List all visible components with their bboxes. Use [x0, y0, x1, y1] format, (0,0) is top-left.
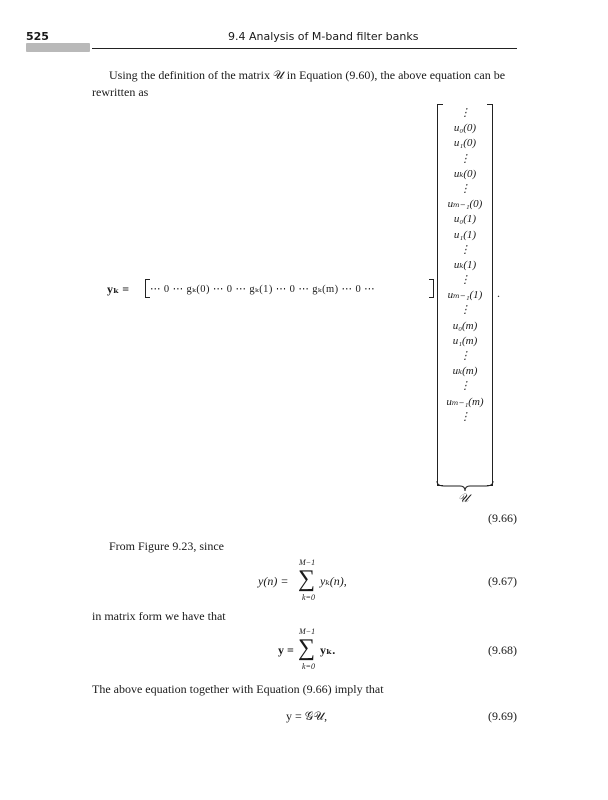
column-entry: u₀(0) [453, 122, 477, 135]
intro-line-1: Using the definition of the matrix 𝒰 in Equation (9.60), the above equation can be [109, 68, 506, 82]
column-entry: u₀(m) [452, 319, 478, 332]
column-vdots: ⋮ [459, 182, 471, 195]
eq968-lower-limit: k=0 [302, 662, 315, 671]
column-vdots: ⋮ [459, 350, 471, 362]
eq966-lhs: yₖ = [107, 282, 130, 296]
text-together: The above equation together with Equation (9.66) imply that [92, 682, 384, 696]
column-vdots: ⋮ [459, 304, 471, 317]
column-entry: uₘ₋₁(m) [446, 395, 484, 408]
column-vdots: ⋮ [459, 410, 471, 423]
column-vdots: ⋮ [459, 243, 471, 256]
column-entry: u₁(1) [453, 228, 477, 241]
eq969-number: (9.69) [488, 709, 517, 723]
column-entry: uₘ₋₁(0) [447, 198, 483, 211]
eq967-number: (9.67) [488, 574, 517, 588]
column-entry: u₀(1) [453, 213, 477, 226]
thumb-tab-bar [26, 43, 90, 52]
eq968-lhs: y = [278, 643, 294, 657]
page-number: 525 [26, 30, 49, 43]
text-from-figure: From Figure 9.23, since [109, 539, 224, 553]
eq967-lhs: y(n) = [258, 574, 289, 588]
running-header-title: 9.4 Analysis of M-band filter banks [228, 30, 419, 43]
eq967-summand: yₖ(n), [320, 574, 347, 588]
intro-line-2: rewritten as [92, 85, 149, 99]
eq967-upper-limit: M−1 [299, 558, 316, 567]
column-entry: uₖ(1) [453, 258, 477, 271]
eq966-row-vector: ⋯ 0 ⋯ gₖ(0) ⋯ 0 ⋯ gₖ(1) ⋯ 0 ⋯ gₖ(m) ⋯ 0 ⋯ [150, 284, 376, 295]
eq968-number: (9.68) [488, 643, 517, 657]
eq968-upper-limit: M−1 [299, 627, 316, 636]
column-vector [436, 106, 494, 425]
text-matrix-form: in matrix form we have that [92, 609, 226, 623]
column-vdots: ⋮ [459, 107, 471, 119]
eq968-sigma: ∑ [298, 635, 316, 661]
column-entry: u₁(0) [453, 137, 477, 150]
column-entry: u₁(m) [452, 334, 478, 347]
eq967-sigma: ∑ [298, 566, 316, 592]
eq968-summand: yₖ. [320, 643, 336, 657]
column-vdots: ⋮ [459, 152, 471, 165]
row-right-bracket [429, 279, 434, 298]
eq967-lower-limit: k=0 [302, 593, 315, 602]
eq966-period: . [497, 286, 500, 300]
column-entry: uₘ₋₁(1) [447, 289, 483, 302]
header-rule [92, 48, 517, 49]
column-vdots: ⋮ [459, 380, 471, 393]
column-entry: uₖ(0) [453, 167, 477, 180]
column-entry: uₖ(m) [452, 365, 478, 378]
eq969-expr: y = 𝒢𝒰, [286, 709, 328, 723]
column-vdots: ⋮ [459, 274, 471, 287]
eq966-number: (9.66) [488, 511, 517, 525]
underbrace-label: 𝒰 [458, 491, 469, 505]
